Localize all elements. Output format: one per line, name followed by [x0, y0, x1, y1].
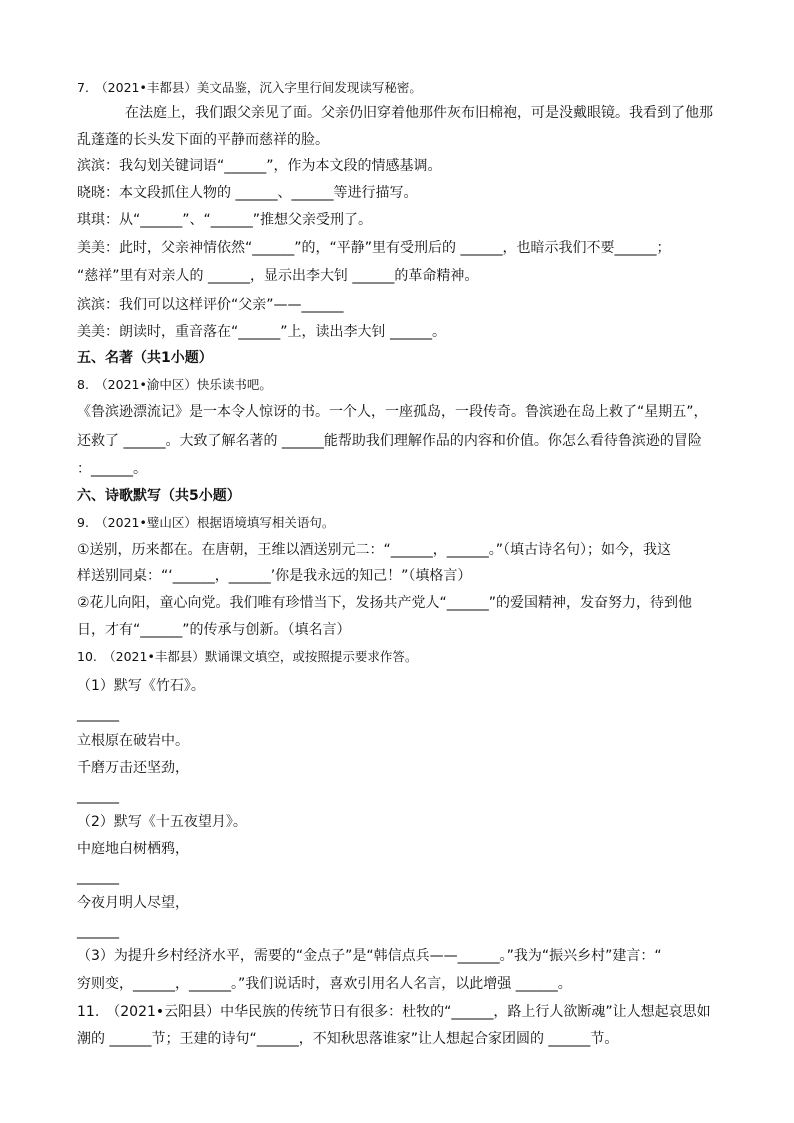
q10-blank-4: ______ [77, 923, 119, 939]
q10-part-3-line-1: （3）为提升乡村经济水平，需要的“金点子”是“韩信点兵——______。”我为“振兴乡村”建言：“ [77, 948, 662, 964]
q9-line-1: ①送别，历来都在。在唐朝，王维以酒送别元二：“______，______。”（填古诗名句）；如今，我这 [77, 542, 672, 558]
q10-part-3-line-2: 穷则变，______，______。”我们说话时，喜欢引用名人名言，以此增强 ______。 [77, 976, 572, 992]
question-11-line-2: 潮的 ______节；王建的诗句“______，不知秋思落谁家”让人想起合家团圆的 ______节。 [77, 1031, 619, 1047]
q7-line-binbin: 滨滨：我勾划关键词语“______”，作为本文段的情感基调。 [77, 158, 442, 174]
q10-poem-line-1: 立根原在破岩中。 [77, 733, 189, 749]
passage-line-1: 在法庭上，我们跟父亲见了面。父亲仍旧穿着他那件灰布旧棉袍，可是没戴眼镜。我看到了他那 [125, 105, 713, 121]
q10-poem-line-3: 中庭地白树栖鸦， [77, 841, 189, 857]
q10-part-2-title: （2）默写《十五夜望月》。 [77, 814, 247, 830]
q10-poem-line-2: 千磨万击还坚劲， [77, 760, 189, 776]
q7-line-xiaoxiao: 晓晓：本文段抓住人物的 ______、______等进行描写。 [77, 185, 418, 201]
q8-line-3: ：______。 [77, 461, 147, 477]
q7-line-meimei-2: “慈祥”里有对亲人的 ______，显示出李大钊 ______的革命精神。 [77, 268, 479, 284]
q10-blank-1: ______ [77, 706, 119, 722]
section-heading-5: 五、名著（共1小题） [77, 350, 213, 366]
section-heading-6: 六、诗歌默写（共5小题） [77, 488, 241, 504]
question-8-stem: 8. （2021•渝中区）快乐读书吧。 [77, 377, 272, 392]
q9-line-4: 日，才有“______”的传承与创新。（填名言） [77, 622, 351, 638]
passage-line-2: 乱蓬蓬的长头发下面的平静而慈祥的脸。 [77, 132, 329, 148]
q7-line-meimei-1: 美美：此时，父亲神情依然“______”的，“平静”里有受刑后的 ______，也暗示我们不要______； [77, 240, 671, 256]
q8-line-1: 《鲁滨逊漂流记》是一本令人惊讶的书。一个人，一座孤岛，一段传奇。鲁滨逊在岛上救了“星期五”， [77, 404, 708, 420]
q10-poem-line-4: 今夜月明人尽望， [77, 895, 189, 911]
q7-line-qiqi: 琪琪：从“______”、“______”推想父亲受刑了。 [77, 212, 373, 228]
q7-line-binbin-2: 滨滨：我们可以这样评价“父亲”——______ [77, 297, 344, 313]
question-11-line-1: 11. （2021•云阳县）中华民族的传统节日有很多：杜牧的“______，路上行人欲断魂”让人想起哀思如 [77, 1004, 711, 1020]
q10-blank-3: ______ [77, 869, 119, 885]
question-10-stem: 10. （2021•丰都县）默诵课文填空，或按照提示要求作答。 [77, 649, 418, 664]
q9-line-3: ②花儿向阳，童心向党。我们唯有珍惜当下，发扬共产党人“______”的爱国精神，发奋努力，待到他 [77, 595, 693, 611]
q7-line-meimei-3: 美美：朗读时，重音落在“______”上，读出李大钊 ______。 [77, 324, 446, 340]
question-9-stem: 9. （2021•璧山区）根据语境填写相关语句。 [77, 515, 335, 530]
question-7-stem: 7. （2021•丰都县）美文品鉴，沉入字里行间发现读写秘密。 [77, 80, 422, 95]
q8-line-2: 还救了 ______。大致了解名著的 ______能帮助我们理解作品的内容和价值。你怎么看待鲁滨逊的冒险 [77, 433, 702, 449]
q9-line-2: 样送别同桌：“‘______，______’你是我永远的知己！”（填格言） [77, 568, 472, 584]
q10-part-1-title: （1）默写《竹石》。 [77, 678, 205, 694]
q10-blank-2: ______ [77, 788, 119, 804]
